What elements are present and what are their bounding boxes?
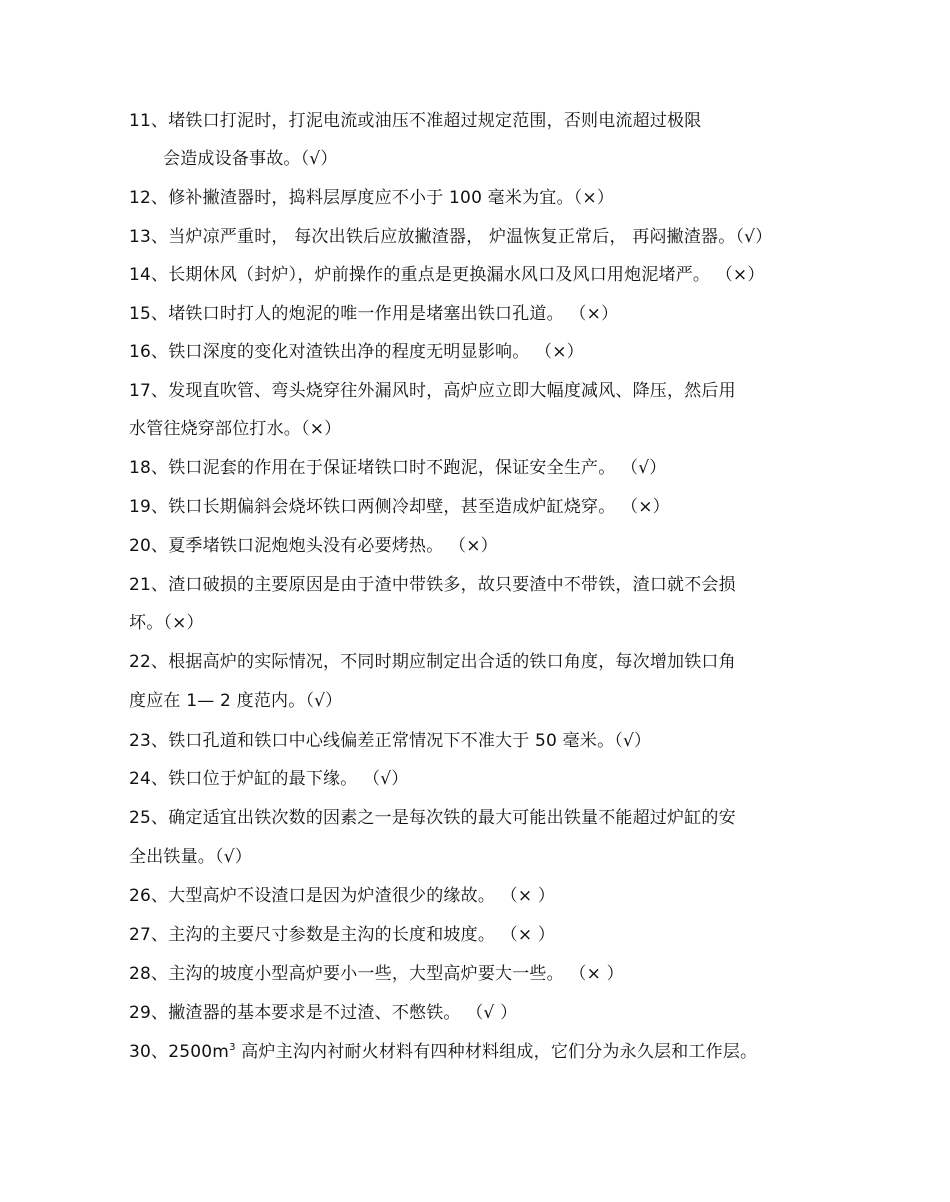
question-22-line-2: 度应在 1— 2 度范内。（√） <box>129 691 343 711</box>
question-27: 27、主沟的主要尺寸参数是主沟的长度和坡度。 （× ） <box>129 925 556 945</box>
question-11-line-1: 11、堵铁口打泥时，打泥电流或油压不准超过规定范围，否则电流超过极限 <box>129 111 702 131</box>
question-16: 16、铁口深度的变化对渣铁出净的程度无明显影响。 （×） <box>129 342 584 362</box>
question-21-line-1: 21、渣口破损的主要原因是由于渣中带铁多，故只要渣中不带铁，渣口就不会损 <box>129 575 736 595</box>
question-29: 29、撇渣器的基本要求是不过渣、不憋铁。 （√ ） <box>129 1003 518 1023</box>
question-25-line-1: 25、确定适宜出铁次数的因素之一是每次铁的最大可能出铁量不能超过炉缸的安 <box>129 808 736 828</box>
question-21-line-2: 坏。（×） <box>129 613 204 633</box>
question-20: 20、夏季堵铁口泥炮炮头没有必要烤热。 （×） <box>129 536 498 556</box>
question-26: 26、大型高炉不设渣口是因为炉渣很少的缘故。 （× ） <box>129 886 556 906</box>
question-23: 23、铁口孔道和铁口中心线偏差正常情况下不准大于 50 毫米。（√） <box>129 731 652 751</box>
question-14: 14、长期休风（封炉），炉前操作的重点是更换漏水风口及风口用炮泥堵严。 （×） <box>129 265 765 285</box>
question-17-line-2: 水管往烧穿部位打水。（×） <box>129 419 342 439</box>
question-25-line-2: 全出铁量。（√） <box>129 847 252 867</box>
question-30 <box>129 1041 757 1063</box>
question-30-superscript: 3 <box>229 1042 236 1053</box>
question-11-line-2: 会造成设备事故。（√） <box>163 149 338 169</box>
question-22-line-1: 22、根据高炉的实际情况，不同时期应制定出合适的铁口角度，每次增加铁口角 <box>129 652 736 672</box>
question-30-suffix: 高炉主沟内衬耐火材料有四种材料组成，它们分为永久层和工作层。 <box>235 1042 758 1062</box>
question-24: 24、铁口位于炉缸的最下缘。 （√） <box>129 769 409 789</box>
question-30-prefix: 30、2500m <box>129 1042 230 1062</box>
question-19: 19、铁口长期偏斜会烧坏铁口两侧冷却壁，甚至造成炉缸烧穿。 （×） <box>129 497 670 517</box>
question-17-line-1: 17、发现直吹管、弯头烧穿往外漏风时，高炉应立即大幅度减风、降压，然后用 <box>129 381 736 401</box>
question-28: 28、主沟的坡度小型高炉要小一些，大型高炉要大一些。 （× ） <box>129 964 624 984</box>
question-13: 13、当炉凉严重时， 每次出铁后应放撇渣器， 炉温恢复正常后， 再闷撇渣器。（√） <box>129 227 773 247</box>
question-15: 15、堵铁口时打人的炮泥的唯一作用是堵塞出铁口孔道。 （×） <box>129 304 619 324</box>
question-18: 18、铁口泥套的作用在于保证堵铁口时不跑泥，保证安全生产。 （√） <box>129 458 667 478</box>
question-12: 12、修补撇渣器时，捣料层厚度应不小于 100 毫米为宜。（×） <box>129 188 615 208</box>
